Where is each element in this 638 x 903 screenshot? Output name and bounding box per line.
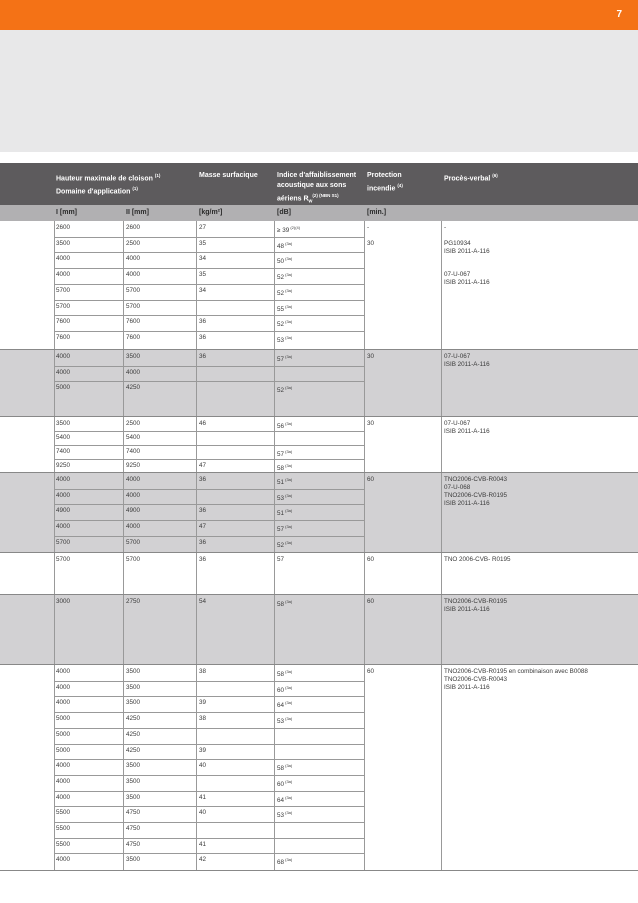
cell-height-1: 4000 bbox=[56, 353, 71, 360]
cell-report: ISIB 2011-A-116 bbox=[444, 279, 490, 287]
row-divider bbox=[54, 759, 364, 760]
cell-mass: 47 bbox=[199, 462, 207, 469]
cell-mass: 40 bbox=[199, 809, 207, 817]
cell-height-2: 7600 bbox=[126, 318, 141, 326]
cell-acoustic: 53 $^{(3a)}$ bbox=[277, 492, 293, 502]
cell-acoustic: 57 bbox=[277, 556, 285, 563]
units-row bbox=[0, 205, 638, 221]
column-divider bbox=[196, 350, 197, 417]
cell-acoustic: 53 $^{(3a)}$ bbox=[277, 810, 293, 820]
cell-acoustic: 48 $^{(3a)}$ bbox=[277, 240, 293, 250]
cell-acoustic: 60 $^{(3a)}$ bbox=[277, 778, 293, 788]
cell-height-1: 5000 bbox=[56, 715, 71, 723]
column-divider bbox=[123, 350, 124, 417]
cell-report: TNO2006-CVB-R0195 bbox=[444, 492, 507, 499]
cell-height-2: 3500 bbox=[126, 353, 141, 360]
cell-mass: 36 bbox=[199, 318, 207, 326]
cell-acoustic: 58 $^{(3a)}$ bbox=[277, 599, 293, 609]
column-divider bbox=[441, 350, 442, 417]
cell-height-2: 3500 bbox=[126, 777, 141, 785]
table-section bbox=[0, 665, 638, 871]
cell-height-2: 5700 bbox=[126, 538, 141, 546]
cell-acoustic: 51 $^{(3a)}$ bbox=[277, 477, 293, 487]
row-divider bbox=[54, 853, 364, 854]
row-divider bbox=[54, 268, 364, 269]
cell-report: TNO2006-CVB-R0195 bbox=[444, 598, 507, 605]
cell-acoustic: 52 $^{(3a)}$ bbox=[277, 272, 293, 282]
column-divider bbox=[274, 553, 275, 595]
row-divider bbox=[54, 712, 364, 713]
row-divider bbox=[54, 536, 364, 537]
row-divider bbox=[54, 431, 364, 432]
cell-mass: 39 bbox=[199, 746, 207, 754]
row-divider bbox=[54, 331, 364, 332]
cell-height-1: 5700 bbox=[56, 556, 71, 563]
row-divider bbox=[54, 504, 364, 505]
cell-height-1: 4000 bbox=[56, 255, 71, 263]
column-divider bbox=[54, 473, 55, 553]
cell-report: 07-U-067 bbox=[444, 420, 471, 427]
cell-height-1: 3500 bbox=[56, 420, 71, 427]
cell-height-1: 4000 bbox=[56, 762, 71, 770]
cell-report: 07-U-067 bbox=[444, 271, 471, 279]
cell-height-2: 5700 bbox=[126, 302, 141, 310]
cell-mass: 41 bbox=[199, 840, 207, 848]
cell-height-1: 4000 bbox=[56, 699, 71, 707]
cell-height-1: 3500 bbox=[56, 239, 71, 247]
top-accent-bar bbox=[0, 0, 638, 30]
cell-acoustic: 58 $^{(3a)}$ bbox=[277, 763, 293, 773]
cell-mass: 35 bbox=[199, 271, 207, 279]
column-divider bbox=[441, 595, 442, 665]
cell-acoustic: 68 $^{(3a)}$ bbox=[277, 857, 293, 867]
cell-report: ISIB 2011-A-116 bbox=[444, 606, 490, 613]
cell-mass: 36 bbox=[199, 476, 207, 483]
cell-mass: 36 bbox=[199, 538, 207, 546]
header-acoustic: Indice d'affaiblissement acoustique aux sons aériens $R_w^{(2) (NBN S1)}$ bbox=[277, 172, 357, 205]
cell-height-2: 2500 bbox=[126, 239, 141, 247]
cell-acoustic: 55 $^{(3a)}$ bbox=[277, 303, 293, 313]
cell-height-1: 2600 bbox=[56, 224, 71, 231]
cell-height-2: 3500 bbox=[126, 762, 141, 770]
column-divider bbox=[364, 553, 365, 595]
cell-height-2: 4750 bbox=[126, 825, 141, 832]
row-divider bbox=[54, 445, 364, 446]
cell-height-2: 2500 bbox=[126, 420, 141, 427]
cell-mass: 35 bbox=[199, 239, 207, 247]
column-divider bbox=[441, 221, 442, 350]
cell-acoustic: 51 $^{(3a)}$ bbox=[277, 508, 293, 518]
cell-mass: 42 bbox=[199, 856, 207, 864]
cell-fire: 60 bbox=[367, 598, 375, 605]
cell-mass: 36 bbox=[199, 333, 207, 341]
column-divider bbox=[364, 665, 365, 871]
cell-height-2: 7400 bbox=[126, 448, 141, 455]
cell-report: TNO2006-CVB-R0195 en combinaison avec B0088 bbox=[444, 668, 588, 675]
cell-acoustic: 56 $^{(3a)}$ bbox=[277, 421, 293, 431]
cell-acoustic: 58 $^{(3a)}$ bbox=[277, 669, 293, 679]
cell-height-1: 4000 bbox=[56, 793, 71, 801]
header-image-band bbox=[0, 30, 638, 152]
cell-report: ISIB 2011-A-116 bbox=[444, 361, 490, 368]
cell-height-1: 5000 bbox=[56, 746, 71, 754]
cell-mass: 40 bbox=[199, 762, 207, 770]
cell-mass: 36 bbox=[199, 507, 207, 515]
cell-height-1: 5500 bbox=[56, 809, 71, 817]
cell-height-2: 3500 bbox=[126, 683, 141, 691]
cell-height-2: 9250 bbox=[126, 462, 141, 469]
column-divider bbox=[196, 473, 197, 553]
cell-acoustic: 52 $^{(3a)}$ bbox=[277, 287, 293, 297]
cell-height-2: 4250 bbox=[126, 746, 141, 754]
cell-acoustic: 57 $^{(3a)}$ bbox=[277, 449, 293, 459]
cell-mass: 39 bbox=[199, 699, 207, 707]
row-divider bbox=[54, 681, 364, 682]
cell-height-1: 5700 bbox=[56, 286, 71, 294]
cell-acoustic: 52 $^{(3a)}$ bbox=[277, 319, 293, 329]
cell-height-2: 4250 bbox=[126, 730, 141, 738]
cell-report: - bbox=[444, 224, 447, 231]
cell-height-2: 5400 bbox=[126, 434, 141, 441]
row-divider bbox=[54, 520, 364, 521]
cell-fire: 30 bbox=[367, 420, 375, 427]
row-divider bbox=[54, 696, 364, 697]
cell-height-2: 3500 bbox=[126, 793, 141, 801]
cell-height-1: 5000 bbox=[56, 384, 71, 392]
cell-fire: - bbox=[367, 224, 370, 231]
cell-height-1: 4000 bbox=[56, 271, 71, 279]
unit-height-2: II [mm] bbox=[126, 209, 149, 216]
cell-acoustic: 50 $^{(3a)}$ bbox=[277, 256, 293, 266]
cell-mass: 36 bbox=[199, 353, 207, 360]
column-divider bbox=[54, 595, 55, 665]
unit-acoustic: [dB] bbox=[277, 209, 291, 216]
cell-height-2: 4000 bbox=[126, 491, 141, 499]
row-divider bbox=[54, 728, 364, 729]
cell-mass: 34 bbox=[199, 255, 207, 263]
column-divider bbox=[123, 553, 124, 595]
row-divider bbox=[54, 744, 364, 745]
cell-height-2: 4750 bbox=[126, 809, 141, 817]
page-number: 7 bbox=[616, 9, 622, 20]
cell-report: TNO 2006-CVB- R0195 bbox=[444, 556, 511, 563]
row-divider bbox=[54, 284, 364, 285]
table-header bbox=[0, 163, 638, 205]
cell-height-2: 4000 bbox=[126, 255, 141, 263]
section-divider bbox=[0, 870, 638, 871]
cell-acoustic: 64 $^{(3a)}$ bbox=[277, 794, 293, 804]
cell-height-2: 4000 bbox=[126, 271, 141, 279]
column-divider bbox=[364, 595, 365, 665]
header-height: Hauteur maximale de cloison $^{(1)}$ Domaine d'application $^{(1)}$ bbox=[56, 173, 161, 196]
row-divider bbox=[54, 459, 364, 460]
column-divider bbox=[274, 473, 275, 553]
cell-report: ISIB 2011-A-116 bbox=[444, 500, 490, 507]
column-divider bbox=[441, 473, 442, 553]
table-section bbox=[0, 221, 638, 350]
cell-acoustic: 64 $^{(3a)}$ bbox=[277, 700, 293, 710]
unit-fire: [min.] bbox=[367, 209, 387, 216]
row-divider bbox=[54, 791, 364, 792]
column-divider bbox=[123, 473, 124, 553]
cell-acoustic: 52 $^{(3a)}$ bbox=[277, 385, 293, 395]
column-divider bbox=[54, 350, 55, 417]
column-divider bbox=[196, 553, 197, 595]
row-divider bbox=[54, 775, 364, 776]
cell-mass: 47 bbox=[199, 523, 207, 531]
column-divider bbox=[441, 553, 442, 595]
cell-height-1: 3000 bbox=[56, 598, 71, 605]
cell-report: PG10934 bbox=[444, 239, 471, 247]
cell-height-1: 7600 bbox=[56, 318, 71, 326]
row-divider bbox=[54, 315, 364, 316]
row-divider bbox=[54, 838, 364, 839]
cell-report: ISIB 2011-A-116 bbox=[444, 428, 490, 435]
cell-acoustic: 60 $^{(3a)}$ bbox=[277, 684, 293, 694]
cell-height-2: 2600 bbox=[126, 224, 141, 231]
cell-mass: 46 bbox=[199, 420, 207, 427]
cell-height-2: 2750 bbox=[126, 598, 141, 605]
row-divider bbox=[54, 237, 364, 238]
cell-height-1: 5400 bbox=[56, 434, 71, 441]
column-divider bbox=[54, 553, 55, 595]
cell-mass: 34 bbox=[199, 286, 207, 294]
row-divider bbox=[54, 806, 364, 807]
cell-height-1: 9250 bbox=[56, 462, 71, 469]
cell-report: ISIB 2011-A-116 bbox=[444, 247, 490, 255]
cell-report: TNO2006-CVB-R0043 bbox=[444, 476, 507, 483]
cell-height-1: 4000 bbox=[56, 856, 71, 864]
cell-height-1: 4900 bbox=[56, 507, 71, 515]
cell-height-1: 4000 bbox=[56, 476, 71, 483]
column-divider bbox=[364, 473, 365, 553]
cell-fire: 60 bbox=[367, 476, 375, 483]
cell-height-2: 3500 bbox=[126, 856, 141, 864]
cell-acoustic: 53 $^{(3a)}$ bbox=[277, 334, 293, 344]
cell-height-1: 7600 bbox=[56, 333, 71, 341]
cell-height-1: 4000 bbox=[56, 777, 71, 785]
header-fire: Protection incendie $^{(4)}$ bbox=[367, 172, 403, 193]
cell-height-1: 4000 bbox=[56, 683, 71, 691]
row-divider bbox=[54, 252, 364, 253]
cell-mass: 54 bbox=[199, 598, 207, 605]
cell-mass: 38 bbox=[199, 668, 207, 675]
cell-height-2: 4000 bbox=[126, 476, 141, 483]
cell-height-1: 5500 bbox=[56, 825, 71, 832]
cell-height-1: 4000 bbox=[56, 668, 71, 675]
column-divider bbox=[274, 595, 275, 665]
cell-fire: 60 bbox=[367, 668, 375, 675]
table-section bbox=[0, 350, 638, 417]
cell-fire: 30 bbox=[367, 239, 375, 247]
cell-height-2: 5700 bbox=[126, 556, 141, 563]
column-divider bbox=[274, 350, 275, 417]
cell-height-1: 4000 bbox=[56, 491, 71, 499]
cell-height-2: 4250 bbox=[126, 715, 141, 723]
cell-acoustic: ≥ 39 $^{(2)(4)}$ bbox=[277, 225, 301, 235]
cell-height-2: 3500 bbox=[126, 699, 141, 707]
row-divider bbox=[54, 300, 364, 301]
row-divider bbox=[54, 381, 364, 382]
cell-height-2: 7600 bbox=[126, 333, 141, 341]
header-mass: Masse surfacique bbox=[199, 172, 258, 179]
row-divider bbox=[54, 822, 364, 823]
cell-height-1: 5700 bbox=[56, 538, 71, 546]
row-divider bbox=[54, 366, 364, 367]
cell-mass: 27 bbox=[199, 224, 207, 231]
cell-height-1: 5700 bbox=[56, 302, 71, 310]
cell-height-1: 5500 bbox=[56, 840, 71, 848]
column-divider bbox=[441, 665, 442, 871]
cell-height-1: 7400 bbox=[56, 448, 71, 455]
cell-height-1: 4000 bbox=[56, 523, 71, 531]
table-section bbox=[0, 595, 638, 665]
cell-height-2: 5700 bbox=[126, 286, 141, 294]
unit-height-1: I [mm] bbox=[56, 209, 77, 216]
cell-report: 07-U-067 bbox=[444, 353, 471, 360]
cell-acoustic: 52 $^{(3a)}$ bbox=[277, 539, 293, 549]
cell-height-2: 4900 bbox=[126, 507, 141, 515]
cell-mass: 36 bbox=[199, 556, 207, 563]
column-divider bbox=[123, 595, 124, 665]
cell-mass: 41 bbox=[199, 793, 207, 801]
cell-acoustic: 57 $^{(3a)}$ bbox=[277, 524, 293, 534]
row-divider bbox=[54, 489, 364, 490]
cell-height-2: 3500 bbox=[126, 668, 141, 675]
column-divider bbox=[441, 417, 442, 473]
cell-report: 07-U-068 bbox=[444, 484, 471, 491]
cell-height-1: 4000 bbox=[56, 368, 71, 376]
cell-height-2: 4000 bbox=[126, 368, 141, 376]
cell-mass: 38 bbox=[199, 715, 207, 723]
cell-height-2: 4750 bbox=[126, 840, 141, 848]
table-section bbox=[0, 417, 638, 473]
column-divider bbox=[196, 595, 197, 665]
cell-acoustic: 58 $^{(3a)}$ bbox=[277, 463, 293, 473]
table-section bbox=[0, 553, 638, 595]
cell-acoustic: 53 $^{(3a)}$ bbox=[277, 716, 293, 726]
cell-height-2: 4250 bbox=[126, 384, 141, 392]
cell-acoustic: 57 $^{(3a)}$ bbox=[277, 354, 293, 364]
column-divider bbox=[364, 350, 365, 417]
column-divider bbox=[364, 221, 365, 350]
column-divider bbox=[364, 417, 365, 473]
cell-report: TNO2006-CVB-R0043 bbox=[444, 676, 507, 683]
cell-fire: 30 bbox=[367, 353, 375, 360]
cell-height-1: 5000 bbox=[56, 730, 71, 738]
cell-fire: 60 bbox=[367, 556, 375, 563]
cell-height-2: 4000 bbox=[126, 523, 141, 531]
cell-report: ISIB 2011-A-116 bbox=[444, 684, 490, 691]
unit-mass: [kg/m²] bbox=[199, 209, 223, 216]
header-report: Procès-verbal $^{(6)}$ bbox=[444, 173, 498, 183]
table-section bbox=[0, 473, 638, 553]
